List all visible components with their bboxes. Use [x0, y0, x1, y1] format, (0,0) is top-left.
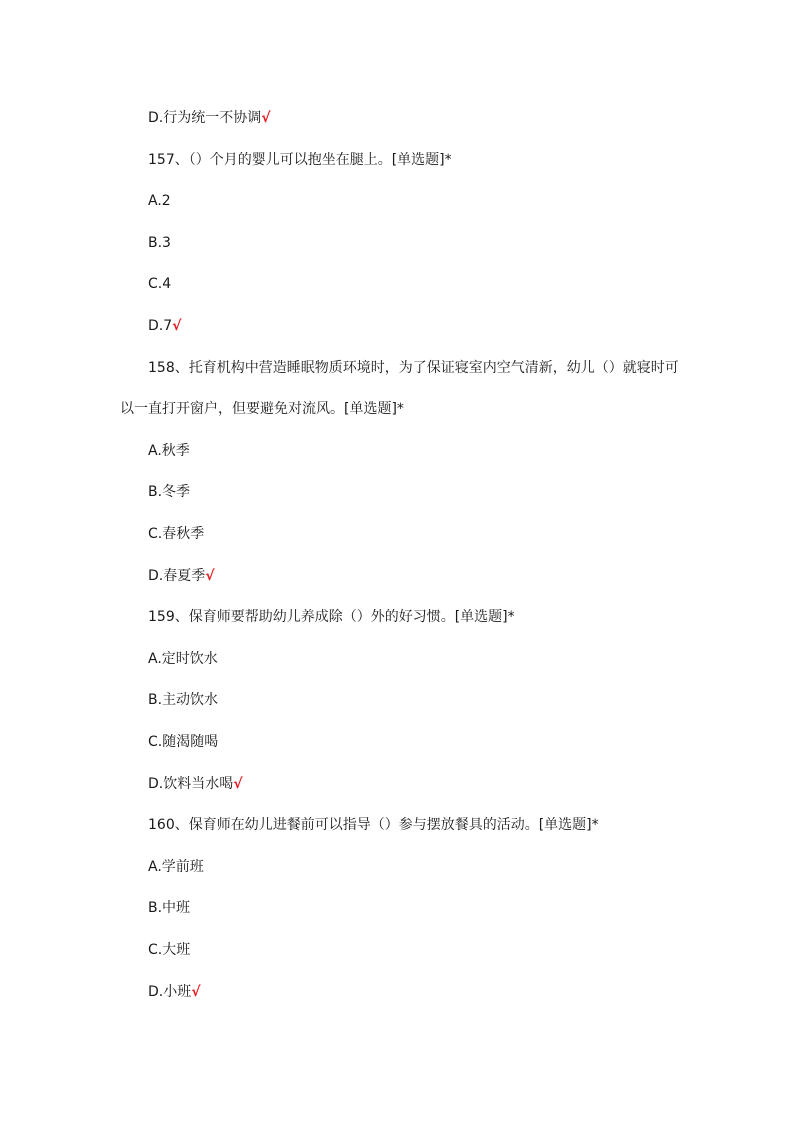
- option-text: D.饮料当水喝: [148, 776, 234, 792]
- option-d-q159: [148, 775, 243, 793]
- option-text: C.4: [148, 276, 172, 292]
- option-text: C.春秋季: [148, 526, 205, 542]
- option-a-q160: [148, 858, 204, 876]
- question-160: [148, 816, 599, 834]
- option-c-q158: [148, 525, 204, 543]
- option-b-q160: [148, 899, 190, 917]
- option-text: A.定时饮水: [148, 651, 218, 667]
- option-text: D.行为统一不协调: [148, 110, 262, 126]
- option-b-q159: [148, 691, 218, 709]
- option-a-q159: [148, 650, 218, 668]
- option-text: D.小班: [148, 984, 192, 1000]
- option-d-q160: [148, 983, 201, 1001]
- option-text: B.3: [148, 235, 171, 251]
- question-text: 160、保育师在幼儿进餐前可以指导（）参与摆放餐具的活动。[单选题]*: [148, 817, 599, 833]
- question-159: [148, 608, 515, 626]
- option-text: B.中班: [148, 900, 191, 916]
- question-text: 158、托育机构中营造睡眠物质环境时，为了保证寝室内空气清新，幼儿（）就寝时可: [148, 360, 679, 376]
- correct-answer-check-icon: √: [191, 984, 201, 1000]
- option-a-q158: [148, 442, 190, 460]
- option-text: A.学前班: [148, 859, 204, 875]
- option-c-q160: [148, 941, 190, 959]
- option-text: D.7: [148, 318, 173, 334]
- option-text: C.随渴随喝: [148, 734, 219, 750]
- option-text: B.主动饮水: [148, 692, 219, 708]
- correct-answer-check-icon: √: [172, 318, 182, 334]
- question-158-continuation: [120, 400, 404, 418]
- correct-answer-check-icon: √: [261, 110, 271, 126]
- option-d-q157: [148, 317, 181, 335]
- option-text: B.冬季: [148, 484, 191, 500]
- option-text: A.2: [148, 193, 171, 209]
- question-158: [148, 359, 679, 377]
- option-text: A.秋季: [148, 443, 190, 459]
- option-a-q157: [148, 192, 171, 210]
- question-text: 以一直打开窗户，但要避免对流风。[单选题]*: [120, 401, 404, 417]
- question-text: 159、保育师要帮助幼儿养成除（）外的好习惯。[单选题]*: [148, 609, 515, 625]
- correct-answer-check-icon: √: [233, 776, 243, 792]
- option-d-q156: [148, 109, 271, 127]
- question-157: [148, 151, 452, 169]
- correct-answer-check-icon: √: [205, 568, 215, 584]
- option-text: C.大班: [148, 942, 191, 958]
- option-c-q157: [148, 275, 171, 293]
- option-b-q157: [148, 234, 171, 252]
- option-d-q158: [148, 567, 215, 585]
- option-b-q158: [148, 483, 190, 501]
- question-text: 157、（）个月的婴儿可以抱坐在腿上。[单选题]*: [148, 152, 452, 168]
- option-text: D.春夏季: [148, 568, 206, 584]
- option-c-q159: [148, 733, 218, 751]
